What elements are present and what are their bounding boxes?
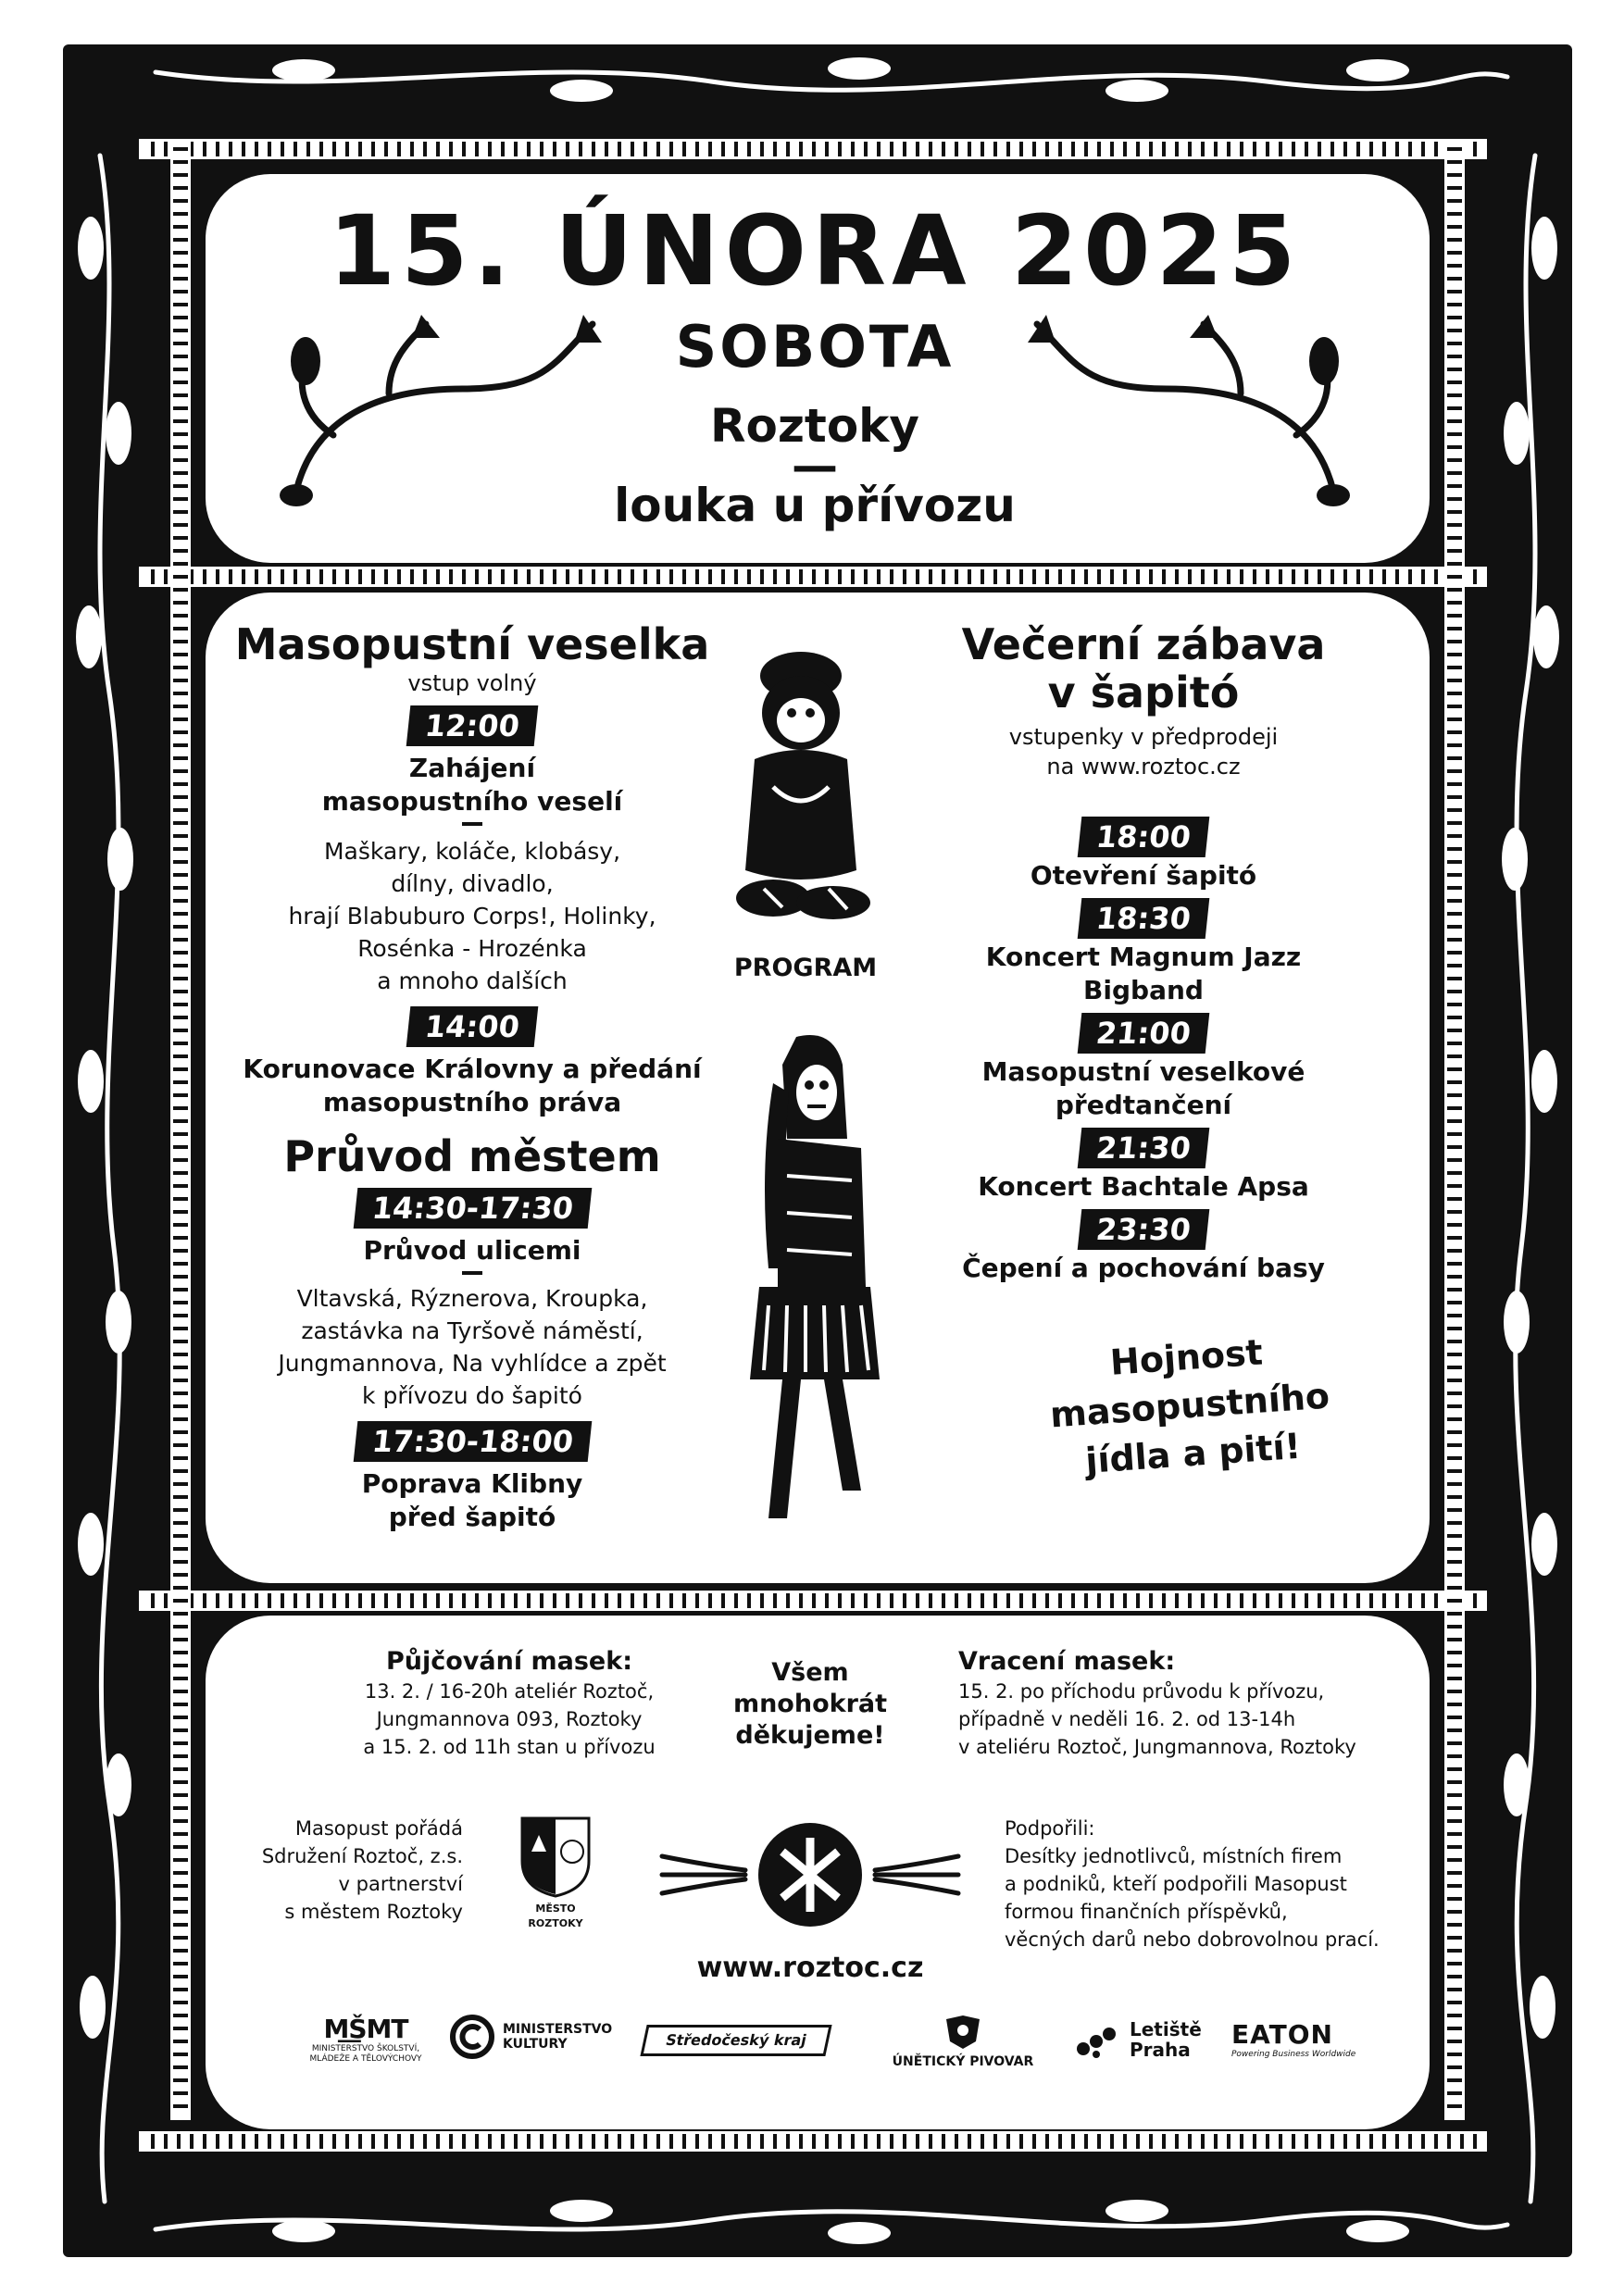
ticket-website: na www.roztoc.cz (1046, 754, 1241, 780)
left-column (231, 620, 713, 1534)
letiste-line: Letiště (1130, 2018, 1202, 2040)
monkey-figure-illustration (718, 639, 884, 926)
ticket-info: vstupenky v předprodeji (1008, 724, 1279, 750)
mask-rental-info (343, 1646, 676, 1761)
time-badge: 18:00 (1078, 817, 1209, 857)
striped-rail-left (170, 139, 191, 2120)
mask-rental-title: Půjčování masek: (385, 1647, 632, 1676)
description-line: dílny, divadlo, (391, 870, 554, 897)
letiste-text (1130, 2019, 1202, 2060)
organizer-line: v partnerství (338, 1873, 463, 1895)
organizer-line: Sdružení Roztoč, z.s. (261, 1845, 463, 1867)
location-spot: louka u přívozu (614, 479, 1016, 532)
mask-rental-line: 13. 2. / 16-20h ateliér Roztoč, (364, 1680, 655, 1703)
kraj-logo (640, 2025, 831, 2056)
town-crest-icon (518, 1815, 593, 1898)
event-location (463, 400, 1167, 531)
striped-rail-top (139, 139, 1487, 159)
right-column-title: Večerní zábava v šapitó (961, 619, 1326, 718)
kraj-label: Středočeský kraj (664, 2031, 808, 2049)
program-label: PROGRAM (733, 954, 878, 982)
time-badge: 21:30 (1078, 1128, 1209, 1168)
striped-rail-divider-1 (139, 567, 1487, 587)
mask-return-line: případně v neděli 16. 2. od 13-14h (958, 1708, 1296, 1730)
time-badge: 12:00 (406, 705, 538, 746)
time-badge: 18:30 (1078, 898, 1209, 939)
description-line: Rosénka - Hrozénka (357, 935, 587, 962)
letiste-line: Praha (1130, 2039, 1191, 2061)
supporters-line: a podniků, kteří podpořili Masopust (1005, 1873, 1347, 1895)
time-badge: 17:30-18:00 (353, 1421, 592, 1462)
route-line: k přívozu do šapitó (362, 1382, 582, 1409)
mk-label: MINISTERSTVO KULTURY (503, 2022, 613, 2052)
pivovar-crest-icon (943, 2014, 983, 2051)
organizer-line: Masopust pořádá (294, 1817, 463, 1840)
mk-c-icon (449, 2014, 495, 2060)
left-column-title: Masopustní veselka (234, 619, 710, 669)
msmt-mark-icon: M͟ŠMT (323, 2014, 408, 2044)
description-line: hrají Blabuburo Corps!, Holinky, (288, 903, 656, 930)
website-link[interactable]: www.roztoc.cz (696, 1952, 924, 1984)
mask-rental-line: a 15. 2. od 11h stan u přívozu (363, 1736, 656, 1758)
supporters-line: Desítky jednotlivců, místních firem (1005, 1845, 1343, 1867)
masked-figure-illustration (731, 1028, 889, 1537)
event-title: Otevření šapitó (1030, 860, 1257, 891)
right-column (898, 620, 1389, 1291)
separator-dash (462, 822, 482, 826)
route-line: zastávka na Tyršově náměstí, (301, 1317, 643, 1344)
letiste-logo (1074, 2019, 1213, 2060)
food-slogan: Hojnost masopustního jídla a pití! (1048, 1331, 1331, 1481)
location-dash: — (792, 439, 838, 493)
event-title: Poprava Klibny před šapitó (361, 1468, 583, 1532)
time-badge: 14:30-17:30 (353, 1188, 592, 1229)
mask-return-info (958, 1646, 1384, 1761)
description-line: Maškary, koláče, klobásy, (323, 838, 621, 865)
event-title: Masopustní veselkové předtančení (981, 1056, 1305, 1120)
event-title: Průvod ulicemi (363, 1235, 581, 1266)
event-title: Zahájení masopustního veselí (321, 753, 623, 817)
organizer-line: s městem Roztoky (284, 1901, 463, 1923)
description-line: a mnoho dalších (377, 967, 568, 994)
route-line: Vltavská, Rýznerova, Kroupka, (296, 1285, 648, 1312)
time-badge: 21:00 (1078, 1013, 1209, 1054)
event-title: Koncert Magnum Jazz Bigband (985, 942, 1302, 1005)
msmt-label: MINISTERSTVO ŠKOLSTVÍ, MLÁDEŽE A TĚLOVÝCHOVY (309, 2044, 422, 2064)
mk-logo (449, 2014, 613, 2060)
mask-rental-line: Jungmannova 093, Roztoky (376, 1708, 643, 1730)
mask-return-title: Vracení masek: (958, 1647, 1176, 1676)
partner-logos (296, 2014, 1380, 2088)
time-badge: 23:30 (1078, 1209, 1209, 1250)
pivovar-label: ÚNĚTICKÝ PIVOVAR (892, 2054, 1034, 2069)
supporters-title: Podpořili: (1005, 1817, 1095, 1840)
location-town: Roztoky (709, 399, 920, 453)
striped-rail-bottom (139, 2131, 1487, 2152)
striped-rail-right (1444, 139, 1465, 2120)
program-description (231, 835, 713, 997)
entry-note: vstup volný (407, 670, 537, 696)
eaton-tagline: Powering Business Worldwide (1231, 2050, 1356, 2059)
event-title: Korunovace Královny a předání masopustního práva (243, 1054, 702, 1117)
mask-return-line: v ateliéru Roztoč, Jungmannova, Roztoky (958, 1736, 1356, 1758)
rozt-sun-logo (653, 1819, 968, 1930)
thanks-note: Všem mnohokrát děkujeme! (732, 1658, 888, 1750)
eaton-logo (1231, 2019, 1370, 2059)
town-crest-logo (509, 1815, 602, 1931)
event-title: Čepení a pochování basy (962, 1253, 1325, 1283)
organizer-info (259, 1815, 463, 1926)
supporters-info (1005, 1815, 1403, 1953)
town-logo-label: MĚSTO ROZTOKY (528, 1903, 583, 1929)
separator-dash (462, 1271, 482, 1275)
msmt-logo (296, 2014, 435, 2065)
event-title: Koncert Bachtale Apsa (978, 1171, 1309, 1202)
pivovar-logo (880, 2014, 1046, 2069)
event-date: 15. ÚNORA 2025 (328, 194, 1302, 307)
airport-dots-icon (1074, 2021, 1122, 2058)
time-badge: 14:00 (406, 1006, 538, 1047)
mask-return-line: 15. 2. po příchodu průvodu k přívozu, (958, 1680, 1325, 1703)
procession-title: Průvod městem (283, 1131, 661, 1181)
supporters-line: věcných darů nebo dobrovolnou prací. (1005, 1928, 1380, 1951)
procession-route (231, 1282, 713, 1412)
striped-rail-divider-2 (139, 1591, 1487, 1611)
route-line: Jungmannova, Na vyhlídce a zpět (278, 1350, 667, 1377)
supporters-line: formou finančních příspěvků, (1005, 1901, 1288, 1923)
eaton-wordmark: EATON (1231, 2019, 1333, 2050)
event-day: SOBOTA (675, 313, 955, 381)
